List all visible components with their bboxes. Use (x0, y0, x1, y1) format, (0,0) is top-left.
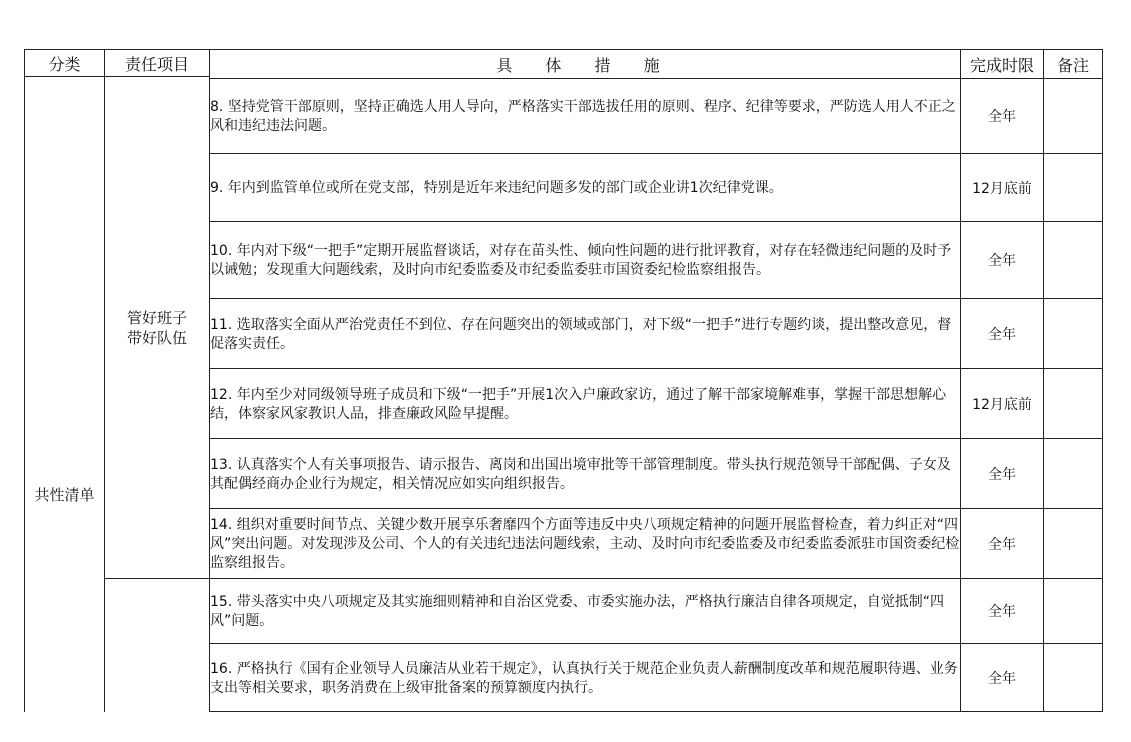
note-cell (1044, 79, 1103, 154)
category-cell (25, 77, 105, 712)
measure-cell: 10. 年内对下级“一把手”定期开展监督谈话，对存在苗头性、倾向性问题的进行批评教育，对存在轻微违纪问题的及时予以诫勉；发现重大问题线索，及时向市纪委监委及市纪委监委驻市国资委纪检监察组报告。 (210, 222, 961, 299)
project-cell-empty (105, 579, 210, 712)
measure-cell: 12. 年内至少对同级领导班子成员和下级“一把手”开展1次入户廉政家访，通过了解干部家境解难事，掌握干部思想解心结，体察家风家教识人品，排查廉政风险早提醒。 (210, 369, 961, 439)
measure-cell: 15. 带头落实中央八项规定及其实施细则精神和自治区党委、市委实施办法，严格执行廉洁自律各项规定，自觉抵制“四风”问题。 (210, 579, 961, 644)
deadline-cell: 全年 (961, 644, 1044, 712)
header-category: 分类 (25, 50, 105, 77)
project-label-line2: 带好队伍 (126, 328, 187, 347)
deadline-cell: 全年 (961, 579, 1044, 644)
note-cell (1044, 369, 1103, 439)
header-deadline: 完成时限 (961, 50, 1044, 79)
measure-cell: 14. 组织对重要时间节点、关键少数开展享乐奢靡四个方面等违反中央八项规定精神的问题开展监督检查，着力纠正对“四风”突出问题。对发现涉及公司、个人的有关违纪违法问题线索，主动、及时向市纪委监委及市纪委监委派驻市国资委纪检监察组报告。 (210, 509, 961, 579)
measure-cell: 16. 严格执行《国有企业领导人员廉洁从业若干规定》，认真执行关于规范企业负责人薪酬制度改革和规范履职待遇、业务支出等相关要求，职务消费在上级审批备案的预算额度内执行。 (210, 644, 961, 712)
category-label: 共性清单 (34, 485, 95, 504)
note-cell (1044, 154, 1103, 222)
deadline-cell: 12月底前 (961, 369, 1044, 439)
table-row (25, 579, 1103, 644)
note-cell (1044, 644, 1103, 712)
deadline-cell: 全年 (961, 299, 1044, 369)
note-cell (1044, 579, 1103, 644)
measure-cell: 8. 坚持党管干部原则，坚持正确选人用人导向，严格落实干部选拔任用的原则、程序、纪律等要求，严防选人用人不正之风和违纪违法问题。 (210, 79, 961, 154)
measure-cell: 9. 年内到监管单位或所在党支部，特别是近年来违纪问题多发的部门或企业讲1次纪律党课。 (210, 154, 961, 222)
note-cell (1044, 222, 1103, 299)
header-measures (210, 50, 961, 79)
note-cell (1044, 299, 1103, 369)
header-note: 备注 (1044, 50, 1103, 79)
deadline-cell: 全年 (961, 222, 1044, 299)
project-label-line1: 管好班子 (126, 308, 187, 327)
note-cell (1044, 439, 1103, 509)
deadline-cell: 全年 (961, 439, 1044, 509)
measure-cell: 13. 认真落实个人有关事项报告、请示报告、离岗和出国出境审批等干部管理制度。带头执行规范领导干部配偶、子女及其配偶经商办企业行为规定，相关情况应如实向组织报告。 (210, 439, 961, 509)
responsibility-table (24, 49, 1103, 712)
project-cell (105, 77, 210, 579)
header-project: 责任项目 (105, 50, 210, 77)
measure-cell: 11. 选取落实全面从严治党责任不到位、存在问题突出的领域或部门，对下级“一把手”进行专题约谈，提出整改意见，督促落实责任。 (210, 299, 961, 369)
header-row (25, 50, 1103, 77)
note-cell (1044, 509, 1103, 579)
deadline-cell: 全年 (961, 79, 1044, 154)
deadline-cell: 全年 (961, 509, 1044, 579)
deadline-cell: 12月底前 (961, 154, 1044, 222)
header-measures-text: 具 体 措 施 (496, 55, 674, 75)
